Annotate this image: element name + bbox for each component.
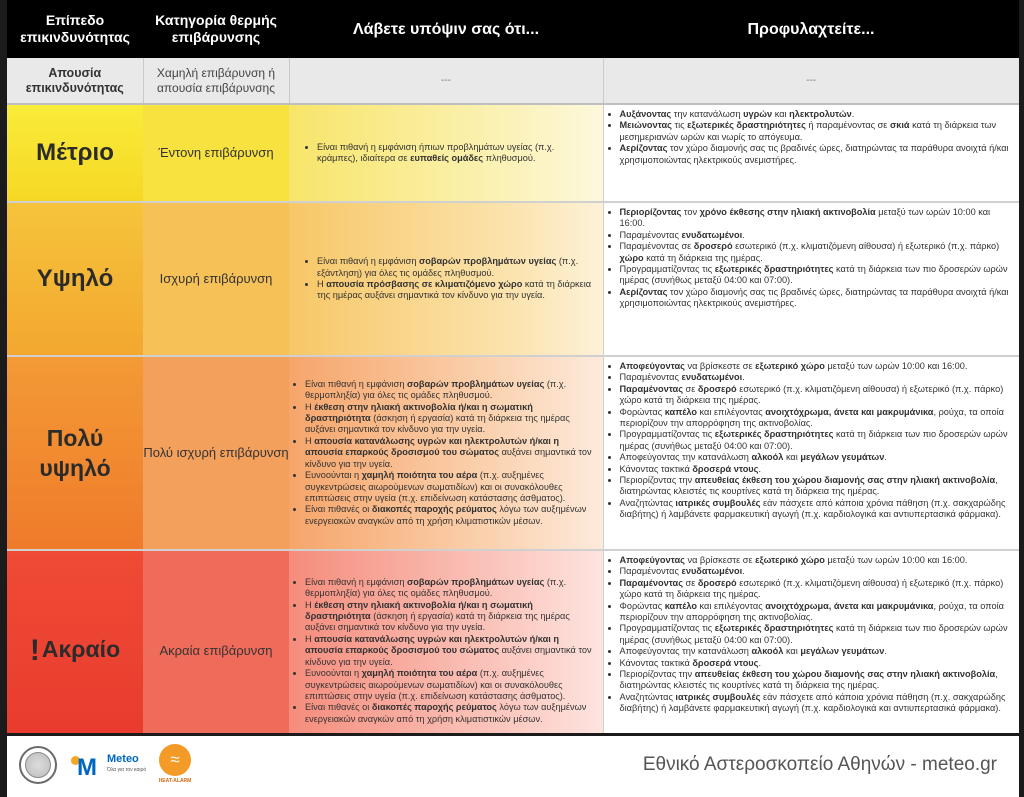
note-extreme (289, 550, 603, 751)
row-moderate (7, 104, 1019, 202)
protect-list-moderate (604, 109, 1020, 166)
level-extreme (7, 550, 143, 751)
row-extreme (7, 550, 1019, 751)
bullet-item: • Ευνοούνται η χαμηλή ποιότητα του αέρα (π.χ. αυξημένες συγκεντρώσεις αιωρούμενων σωματιδίων) και οι συνακόλουθες επιπτώσεις στην υγεία (π.χ. επιδείνωση κατάστασης άσθματος). (305, 470, 597, 504)
bullet-item: • Αποφεύγοντας την κατανάλωση αλκοόλ και μεγάλων γευμάτων. (620, 646, 1016, 657)
bullet-item: • Παραμένοντας ενυδατωμένοι. (620, 230, 1016, 241)
protect-moderate (603, 104, 1019, 202)
bullet-item: • Είναι πιθανή η εμφάνιση ήπιων προβλημάτων υγείας (π.χ. κράμπες), ιδιαίτερα σε ευπαθείς ομάδες πληθυσμού. (317, 142, 597, 165)
bullet-item: • Αναζητώντας ιατρικές συμβουλές εάν πάσχετε από κάποια χρόνια πάθηση (π.χ. σακχαρώδης διαβήτης) ή λαμβάνετε φαρμακευτική αγωγή (π.χ. καρδιολογικά και αντιυπερτασικά φάρμακα). (620, 692, 1016, 715)
note-list-high (289, 256, 603, 302)
bullet-item: • Κάνοντας τακτικά δροσερά ντους. (620, 658, 1016, 669)
bullet-item: • Προγραμματίζοντας τις εξωτερικές δραστηριότητες κατά τη διάρκεια των πιο δροσερών ωρών ημέρας (συνήθως μεταξύ 04:00 και 07:00). (620, 429, 1016, 452)
heat-risk-table (7, 0, 1019, 751)
meteo-m-icon: M (77, 754, 96, 781)
meteo-slogan: Όλα για τον καιρό (107, 767, 147, 773)
category-high: Ισχυρή επιβάρυνση (143, 202, 289, 356)
category-moderate: Έντονη επιβάρυνση (143, 104, 289, 202)
bullet-item: • Φορώντας καπέλο και επιλέγοντας ανοιχτόχρωμα, άνετα και μακρυμάνικα, ρούχα, τα οποία περιορίζουν την απορρόφηση της ακτινοβολίας. (620, 407, 1016, 430)
footer-credit: Εθνικό Αστεροσκοπείο Αθηνών - meteo.gr (642, 754, 997, 775)
note-moderate (289, 104, 603, 202)
bullet-item: • Παραμένοντας ενυδατωμένοι. (620, 372, 1016, 383)
bullet-item: • Περιορίζοντας την απευθείας έκθεση του χώρου διαμονής σας στην ηλιακή ακτινοβολία, διατηρώντας κλειστές τις κουρτίνες κατά τη διάρκεια της ημέρας. (620, 669, 1016, 692)
protect-extreme (603, 550, 1019, 751)
bullet-item: • Είναι πιθανή η εμφάνιση σοβαρών προβλημάτων υγείας (π.χ. θερμοπληξία) για όλες τις ομάδες πληθυσμού. (305, 379, 597, 402)
level-no-risk: Απουσία επικινδυνότητας (7, 58, 143, 104)
bullet-item: • Αναζητώντας ιατρικές συμβουλές εάν πάσχετε από κάποια χρόνια πάθηση (π.χ. σακχαρώδης διαβήτης) ή λαμβάνετε φαρμακευτική αγωγή (π.χ. καρδιολογικά και αντιυπερτασικά φάρμακα). (620, 498, 1016, 521)
level-high: Υψηλό (7, 202, 143, 356)
bullet-item: • Αποφεύγοντας την κατανάλωση αλκοόλ και μεγάλων γευμάτων. (620, 452, 1016, 463)
row-high (7, 202, 1019, 356)
bullet-item: • Φορώντας καπέλο και επιλέγοντας ανοιχτόχρωμα, άνετα και μακρυμάνικα, ρούχα, τα οποία περιορίζουν την απορρόφηση της ακτινοβολίας. (620, 601, 1016, 624)
heat-alarm-icon[interactable] (155, 744, 195, 794)
protect-list-very-high (604, 361, 1020, 521)
bullet-item: • Παραμένοντας σε δροσερό εσωτερικό (π.χ. κλιματιζόμενη αίθουσα) ή εξωτερικό (π.χ. πάρκο) χώρο κατά τη διάρκεια της ημέρας. (620, 384, 1016, 407)
header-row (7, 0, 1019, 58)
bullet-item: • Είναι πιθανές οι διακοπές παροχής ρεύματος λόγω των αυξημένων ενεργειακών αναγκών από τη χρήση κλιματιστικών μέσων. (305, 504, 597, 527)
heat-alarm-text: HEAT-ALARM (158, 778, 192, 784)
level-moderate: Μέτριο (7, 104, 143, 202)
header-protect: Προφυλαχτείτε... (603, 0, 1019, 58)
header-level: Επίπεδο επικινδυνότητας (7, 0, 143, 58)
heat-waves-icon: ≈ (159, 744, 191, 776)
bullet-item: • Αποφεύγοντας να βρίσκεστε σε εξωτερικό χώρο μεταξύ των ωρών 10:00 και 16:00. (620, 361, 1016, 372)
observatory-seal-icon[interactable] (19, 746, 57, 784)
category-no-risk: Χαμηλή επιβάρυνση ή απουσία επιβάρυνσης (143, 58, 289, 104)
bullet-item: • Μειώνοντας τις εξωτερικές δραστηριότητες ή παραμένοντας σε σκιά κατά τη διάρκεια των μεσημεριανών ωρών και νωρίς το απόγευμα. (620, 120, 1016, 143)
note-list-moderate (289, 142, 603, 165)
bullet-item: • Παραμένοντας σε δροσερό εσωτερικό (π.χ. κλιματιζόμενη αίθουσα) ή εξωτερικό (π.χ. πάρκο) χώρο κατά τη διάρκεια της ημέρας. (620, 241, 1016, 264)
level-extreme-label: Ακραίο (41, 636, 121, 663)
bullet-item: • Η απουσία κατανάλωσης υγρών και ηλεκτρολυτών ή/και η απουσία επαρκούς δροσισμού του σώματος αυξάνει σημαντικά τον κίνδυνο για την υγεία. (305, 436, 597, 470)
bullet-item: • Παραμένοντας σε δροσερό εσωτερικό (π.χ. κλιματιζόμενη αίθουσα) ή εξωτερικό (π.χ. πάρκο) χώρο κατά τη διάρκεια της ημέρας. (620, 578, 1016, 601)
bullet-item: • Η απουσία κατανάλωσης υγρών και ηλεκτρολυτών ή/και η απουσία επαρκούς δροσισμού του σώματος αυξάνει σημαντικά τον κίνδυνο για την υγεία. (305, 634, 597, 668)
row-no-risk (7, 58, 1019, 104)
bullet-item: • Η απουσία πρόσβασης σε κλιματιζόμενο χώρο κατά τη διάρκεια της ημέρας αυξάνει σημαντικά τον κίνδυνο για την υγεία. (317, 279, 597, 302)
note-very-high (289, 356, 603, 550)
bullet-item: • Αερίζοντας τον χώρο διαμονής σας τις βραδινές ώρες, διατηρώντας τα παράθυρα ανοιχτά ή/και χρησιμοποιώντας ηλεκτρικούς ανεμιστήρες. (620, 143, 1016, 166)
note-list-very-high (289, 379, 603, 527)
protect-high (603, 202, 1019, 356)
level-very-high: Πολύ υψηλό (7, 356, 143, 550)
bullet-item: • Η έκθεση στην ηλιακή ακτινοβολία ή/και η σωματική δραστηριότητα (άσκηση ή εργασία) κατά τη διάρκεια της ημέρας αυξάνει σημαντικά τον κίνδυνο για την υγεία. (305, 600, 597, 634)
exclamation-icon: ! (29, 634, 40, 667)
bullet-item: • Είναι πιθανή η εμφάνιση σοβαρών προβλημάτων υγείας (π.χ. εξάντληση) για όλες τις ομάδες πληθυσμού. (317, 256, 597, 279)
protect-list-extreme (604, 555, 1020, 715)
protect-list-high (604, 207, 1020, 310)
protect-very-high (603, 356, 1019, 550)
meteo-logo-icon[interactable] (71, 750, 151, 782)
bullet-item: • Είναι πιθανή η εμφάνιση σοβαρών προβλημάτων υγείας (π.χ. θερμοπληξία) για όλες τις ομάδες πληθυσμού. (305, 577, 597, 600)
category-very-high: Πολύ ισχυρή επιβάρυνση (143, 356, 289, 550)
bullet-item: • Προγραμματίζοντας τις εξωτερικές δραστηριότητες κατά τη διάρκεια των πιο δροσερών ωρών ημέρας (συνήθως μεταξύ 04:00 και 07:00). (620, 264, 1016, 287)
bullet-item: • Αποφεύγοντας να βρίσκεστε σε εξωτερικό χώρο μεταξύ των ωρών 10:00 και 16:00. (620, 555, 1016, 566)
note-high (289, 202, 603, 356)
bullet-item: • Περιορίζοντας τον χρόνο έκθεσης στην ηλιακή ακτινοβολία μεταξύ των ωρών 10:00 και 16:00. (620, 207, 1016, 230)
bullet-item: • Περιορίζοντας την απευθείας έκθεση του χώρου διαμονής σας στην ηλιακή ακτινοβολία, διατηρώντας κλειστές τις κουρτίνες κατά τη διάρκεια της ημέρας. (620, 475, 1016, 498)
bullet-item: • Ευνοούνται η χαμηλή ποιότητα του αέρα (π.χ. αυξημένες συγκεντρώσεις αιωρούμενων σωματιδίων) και οι συνακόλουθες επιπτώσεις στην υγεία (π.χ. επιδείνωση κατάστασης άσθματος). (305, 668, 597, 702)
header-note: Λάβετε υπόψιν σας ότι... (289, 0, 603, 58)
header-category: Κατηγορία θερμής επιβάρυνσης (143, 0, 289, 58)
protect-no-risk: --- (603, 58, 1019, 104)
row-very-high (7, 356, 1019, 550)
note-list-extreme (289, 577, 603, 725)
bullet-item: • Κάνοντας τακτικά δροσερά ντους. (620, 464, 1016, 475)
bullet-item: • Παραμένοντας ενυδατωμένοι. (620, 566, 1016, 577)
footer (7, 733, 1019, 797)
note-no-risk: --- (289, 58, 603, 104)
bullet-item: • Αερίζοντας τον χώρο διαμονής σας τις βραδινές ώρες, διατηρώντας τα παράθυρα ανοιχτά ή/και χρησιμοποιώντας ηλεκτρικούς ανεμιστήρες. (620, 287, 1016, 310)
bullet-item: • Προγραμματίζοντας τις εξωτερικές δραστηριότητες κατά τη διάρκεια των πιο δροσερών ωρών ημέρας (συνήθως μεταξύ 04:00 και 07:00). (620, 623, 1016, 646)
meteo-logo-text: Meteo (107, 753, 139, 765)
bullet-item: • Αυξάνοντας την κατανάλωση υγρών και ηλεκτρολυτών. (620, 109, 1016, 120)
category-extreme: Ακραία επιβάρυνση (143, 550, 289, 751)
bullet-item: • Η έκθεση στην ηλιακή ακτινοβολία ή/και η σωματική δραστηριότητα (άσκηση ή εργασία) κατά τη διάρκεια της ημέρας αυξάνει σημαντικά τον κίνδυνο για την υγεία. (305, 402, 597, 436)
bullet-item: • Είναι πιθανές οι διακοπές παροχής ρεύματος λόγω των αυξημένων ενεργειακών αναγκών από τη χρήση κλιματιστικών μέσων. (305, 702, 597, 725)
